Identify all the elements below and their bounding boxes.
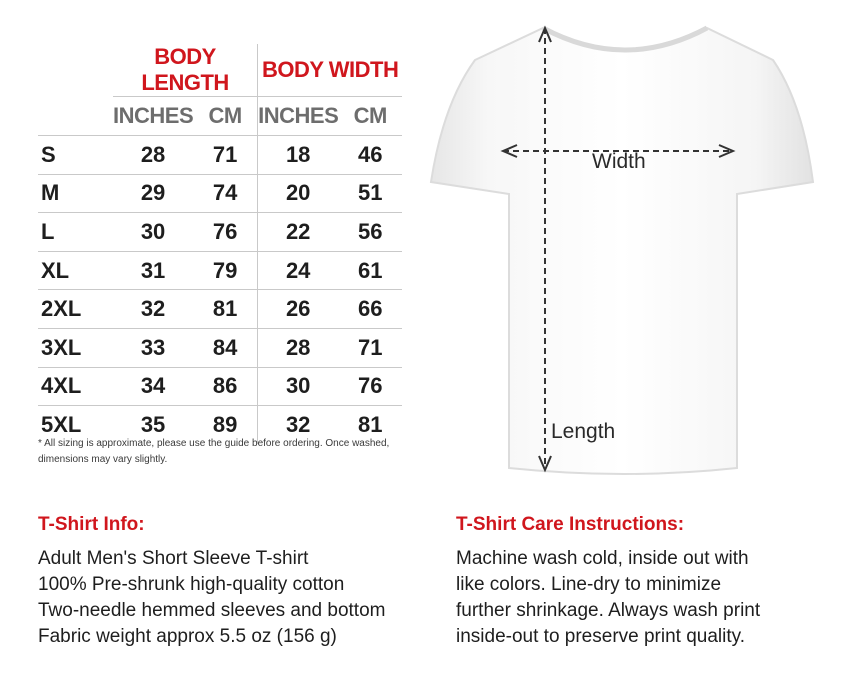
tshirt-illustration — [425, 14, 825, 484]
size-label: XL — [38, 251, 113, 290]
tshirt-body — [431, 28, 813, 474]
length-inches-header: INCHES — [113, 97, 193, 136]
info-line: Fabric weight approx 5.5 oz (156 g) — [38, 626, 337, 647]
length-label: Length — [551, 420, 616, 443]
length-cm-value: 81 — [193, 290, 258, 329]
length-inches-value: 32 — [113, 290, 193, 329]
width-cm-value: 81 — [358, 411, 383, 437]
tshirt-diagram — [425, 14, 825, 484]
width-inches-value: 18 — [258, 136, 339, 175]
care-line: inside-out to preserve print quality. — [456, 626, 746, 647]
width-cm-value: 56 — [338, 213, 402, 252]
width-inches-value: 28 — [258, 328, 339, 367]
info-line: 100% Pre-shrunk high-quality cotton — [38, 574, 345, 595]
width-cm-value: 66 — [338, 290, 402, 329]
length-inches-value: 30 — [113, 213, 193, 252]
tshirt-info-title: T-Shirt Info: — [38, 514, 145, 535]
width-cm-value: 61 — [338, 251, 402, 290]
size-chart-table — [38, 44, 402, 444]
size-label: 2XL — [38, 290, 113, 329]
unit-header-row — [38, 97, 402, 136]
length-cm-value: 89 — [212, 411, 238, 437]
info-line: Adult Men's Short Sleeve T-shirt — [38, 548, 309, 569]
size-row — [38, 367, 402, 406]
width-inches-value: 32 — [258, 406, 339, 444]
length-cm-value: 84 — [193, 328, 258, 367]
care-line: further shrinkage. Always wash print — [456, 600, 761, 621]
width-label: Width — [592, 150, 646, 173]
body-length-header: BODY LENGTH — [113, 44, 258, 97]
length-inches-value: 29 — [113, 174, 193, 213]
care-instructions-list — [456, 546, 836, 650]
sizing-note: * All sizing is approximate, please use the guide before ordering. Once washed, dimensions may vary slightly. — [38, 438, 390, 465]
care-line: Machine wash cold, inside out with — [456, 548, 749, 569]
length-inches-value: 28 — [113, 136, 193, 175]
care-instructions-title: T-Shirt Care Instructions: — [456, 514, 685, 535]
length-cm-value: 74 — [193, 174, 258, 213]
size-row — [38, 213, 402, 252]
width-inches-value: 30 — [258, 367, 339, 406]
body-width-header: BODY WIDTH — [258, 44, 403, 97]
length-cm-value: 71 — [193, 136, 258, 175]
group-header-row — [38, 44, 402, 97]
size-label: 3XL — [38, 328, 113, 367]
size-row — [38, 328, 402, 367]
width-inches-value: 24 — [258, 251, 339, 290]
width-cm-value: 76 — [338, 367, 402, 406]
length-inches-value: 33 — [113, 328, 193, 367]
length-inches-value: 31 — [113, 251, 193, 290]
size-row — [38, 290, 402, 329]
size-label: 4XL — [38, 367, 113, 406]
length-cm-header: CM — [193, 97, 258, 136]
size-label: M — [38, 174, 113, 213]
length-cm-value: 79 — [193, 251, 258, 290]
width-cm-value: 46 — [338, 136, 402, 175]
size-label: S — [38, 136, 113, 175]
size-unit-header — [38, 97, 113, 136]
width-inches-header: INCHES — [258, 97, 339, 136]
width-cm-value: 51 — [338, 174, 402, 213]
size-label: 5XL — [41, 411, 82, 437]
width-cm-value: 71 — [338, 328, 402, 367]
info-line: Two-needle hemmed sleeves and bottom — [38, 600, 386, 621]
size-row — [38, 136, 402, 175]
size-row — [38, 174, 402, 213]
size-label: L — [38, 213, 113, 252]
size-row — [38, 251, 402, 290]
length-inches-value: 35 — [140, 411, 166, 437]
length-inches-value: 34 — [113, 367, 193, 406]
tshirt-info-list — [38, 546, 448, 650]
width-inches-value: 22 — [258, 213, 339, 252]
length-cm-value: 86 — [193, 367, 258, 406]
size-column-header — [38, 44, 113, 97]
length-cm-value: 76 — [193, 213, 258, 252]
width-cm-header: CM — [338, 97, 402, 136]
care-line: like colors. Line-dry to minimize — [456, 574, 722, 595]
width-inches-value: 20 — [258, 174, 339, 213]
width-inches-value: 26 — [258, 290, 339, 329]
